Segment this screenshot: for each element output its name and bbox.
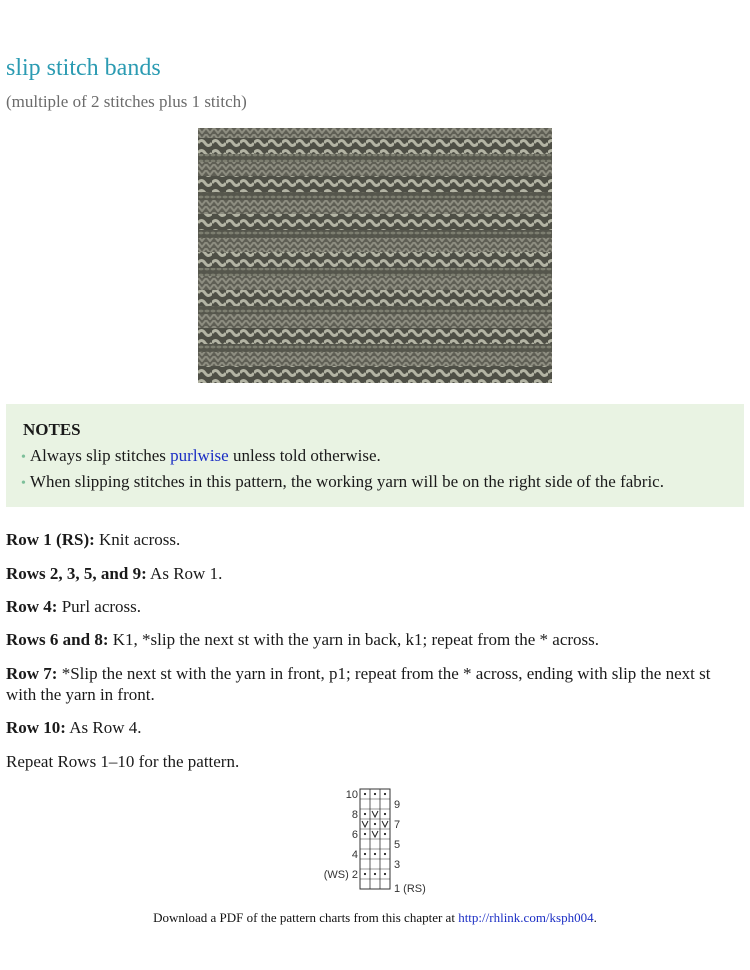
row-instruction: Row 4: Purl across. <box>6 597 142 616</box>
chart-row-label: 10 <box>345 789 358 801</box>
bullet-icon: • <box>21 476 26 491</box>
chart-row-label: 4 <box>351 849 358 861</box>
repeat-instruction: Repeat Rows 1–10 for the pattern. <box>6 752 240 771</box>
pattern-chart <box>318 786 432 898</box>
notes-box <box>6 404 744 507</box>
knit-swatch-photo <box>198 128 552 383</box>
chart-row-label: 5 <box>394 839 401 851</box>
chart-row-label: (WS) 2 <box>323 869 358 881</box>
chart-row-label: 8 <box>351 809 358 821</box>
page-title: slip stitch bands <box>6 55 161 81</box>
row-instruction: Rows 6 and 8: K1, *slip the next st with the yarn in back, k1; repeat from the * across. <box>6 630 600 649</box>
footer-note: Download a PDF of the pattern charts from this chapter at http://rhlink.com/ksph004. <box>153 910 597 925</box>
purlwise-link[interactable]: purlwise <box>170 446 229 465</box>
bullet-icon: • <box>21 450 26 465</box>
chart-row-label: 9 <box>394 799 401 811</box>
chart-row-label: 1 (RS) <box>394 883 426 895</box>
row-instruction: Row 7: *Slip the next st with the yarn in front, p1; repeat from the * across, ending with slip the next st with the yarn in front. <box>6 664 711 704</box>
notes-heading: NOTES <box>23 420 81 439</box>
row-instruction: Row 1 (RS): Knit across. <box>6 530 181 549</box>
chart-row-label: 3 <box>394 859 401 871</box>
note-item: • Always slip stitches purlwise unless told otherwise. <box>21 446 381 465</box>
note-item: • When slipping stitches in this pattern, the working yarn will be on the right side of the fabric. <box>21 472 664 491</box>
page-subtitle: (multiple of 2 stitches plus 1 stitch) <box>6 92 247 111</box>
chart-row-label: 7 <box>394 819 401 831</box>
row-instruction: Row 10: As Row 4. <box>6 718 142 737</box>
charts-pdf-link[interactable]: http://rhlink.com/ksph004 <box>458 910 594 925</box>
row-instruction: Rows 2, 3, 5, and 9: As Row 1. <box>6 564 223 583</box>
chart-row-label: 6 <box>351 829 358 841</box>
